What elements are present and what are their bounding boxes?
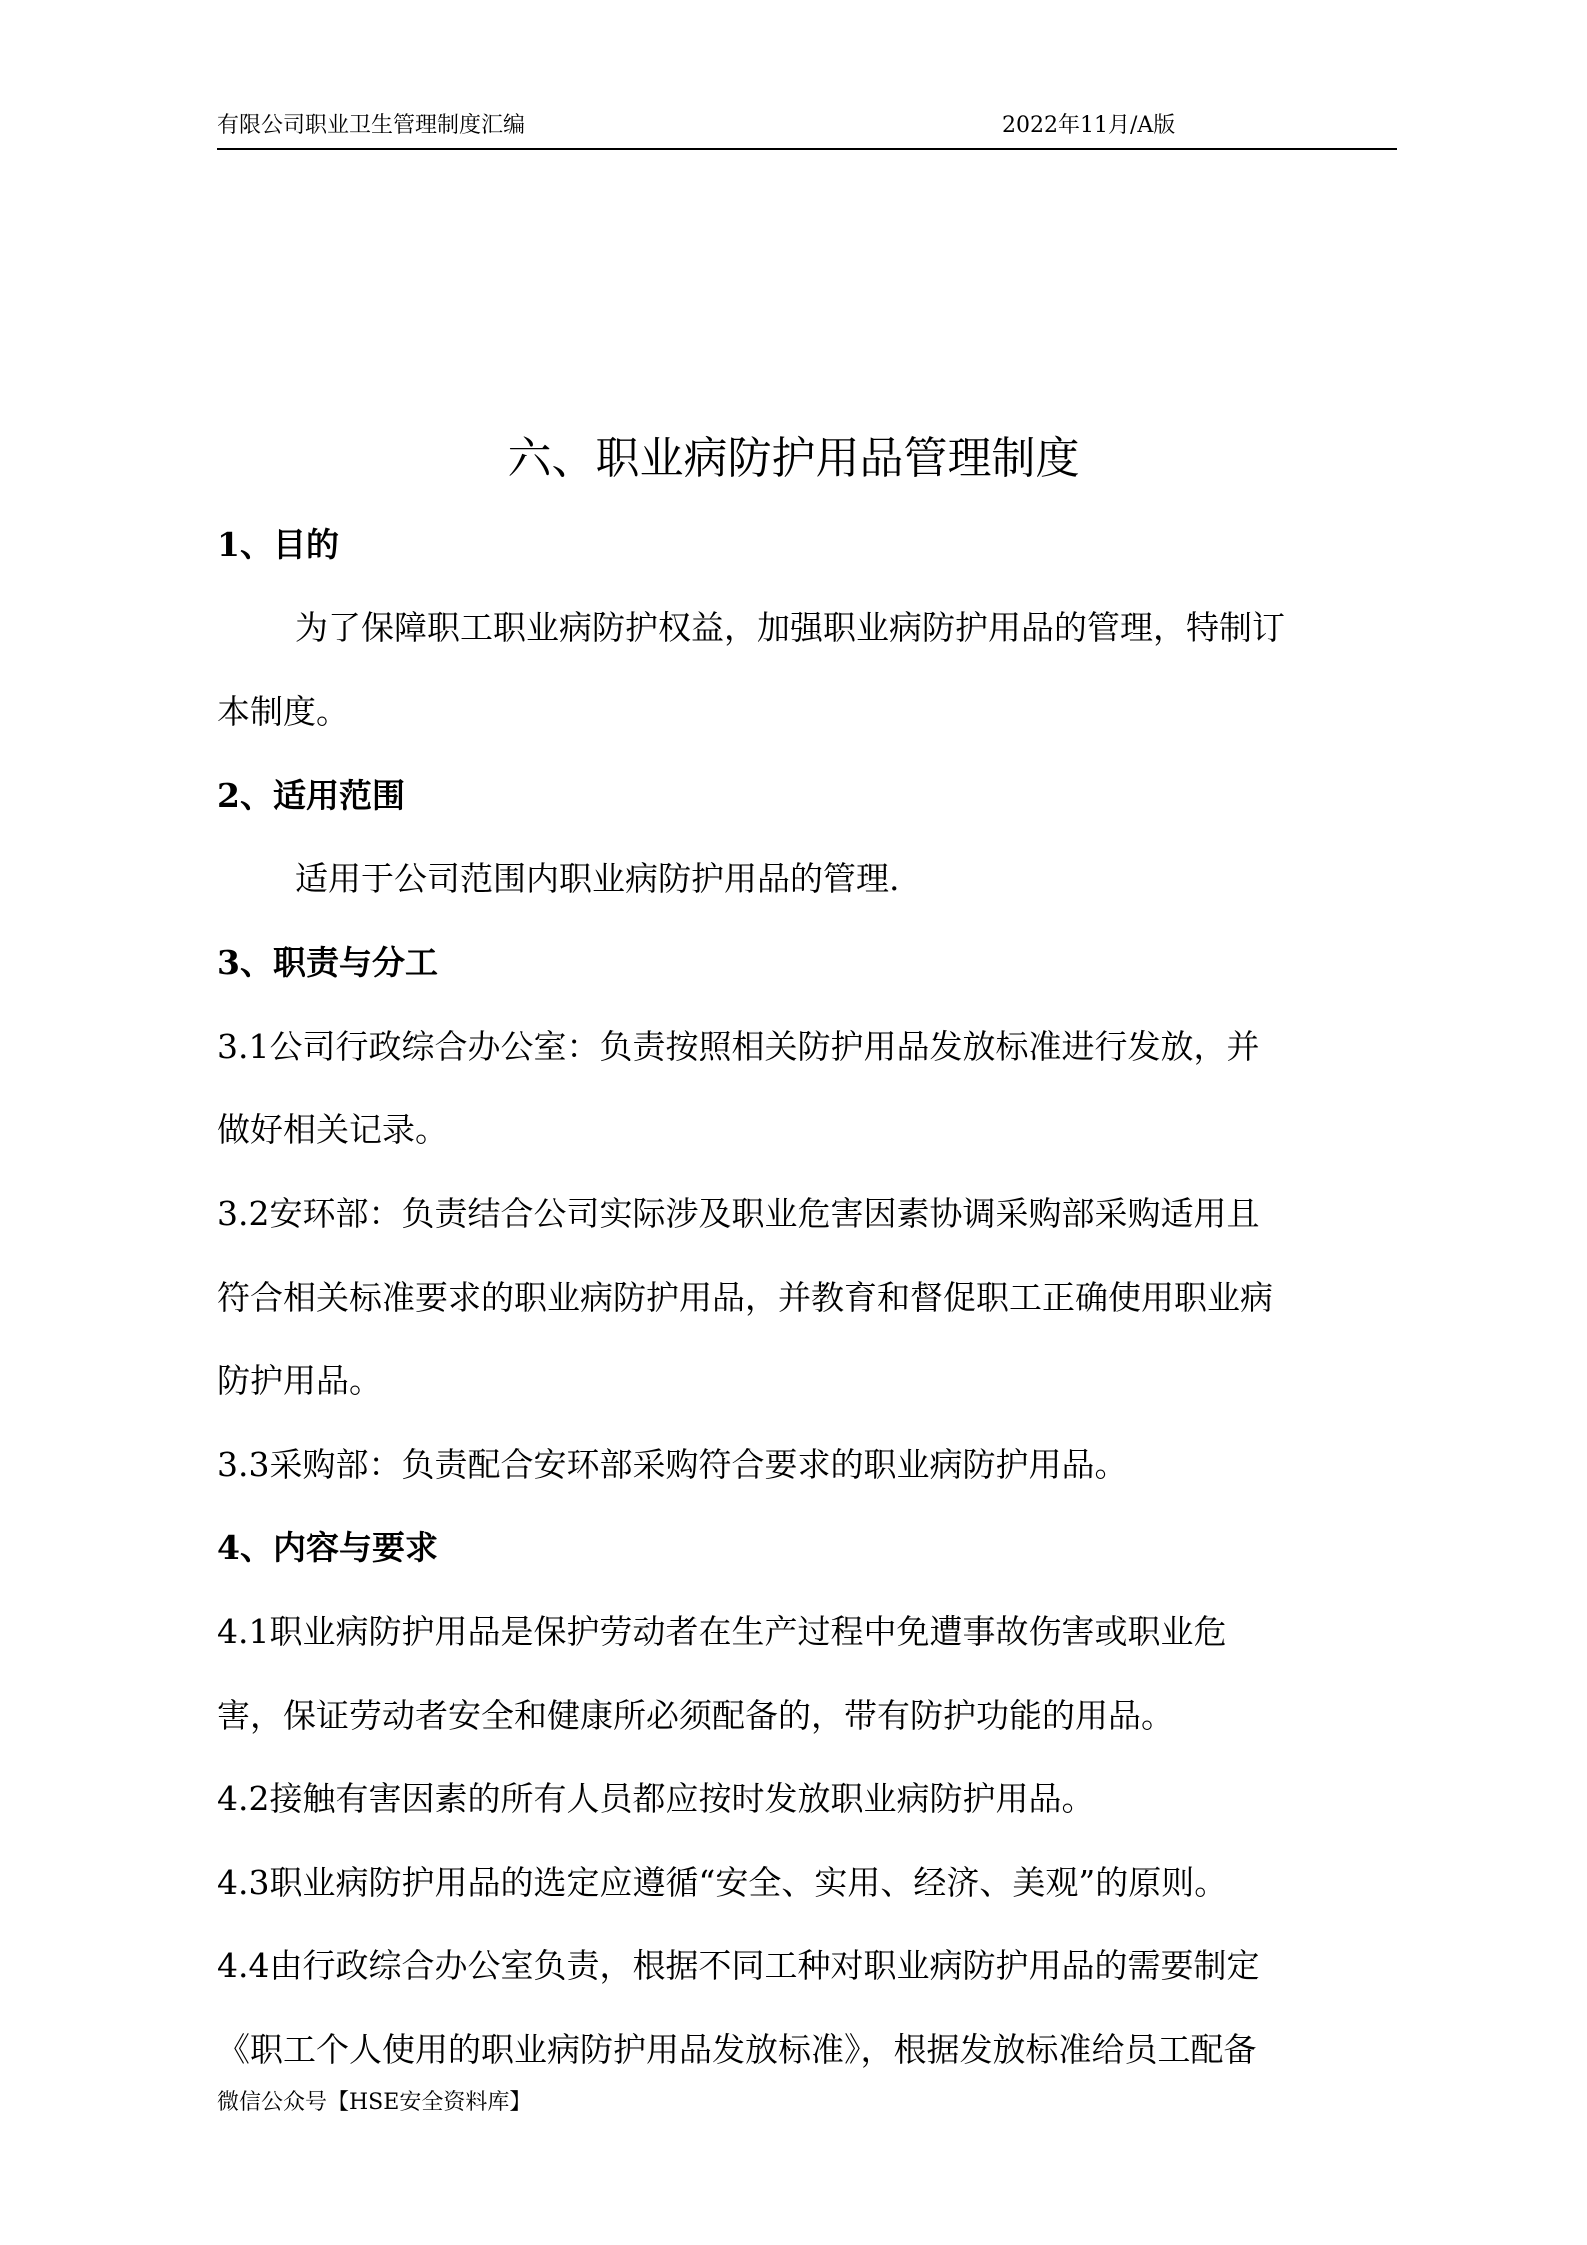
paragraph-line: 3.2安环部：负责结合公司实际涉及职业危害因素协调采购部采购适用且: [217, 1194, 1260, 1233]
paragraph-line: 4.3职业病防护用品的选定应遵循“安全、实用、经济、美观”的原则。: [217, 1863, 1228, 1902]
paragraph-line: 4.4由行政综合办公室负责，根据不同工种对职业病防护用品的需要制定: [217, 1946, 1260, 1985]
section-heading-duties: 3、职责与分工: [217, 943, 438, 982]
page-header: [217, 112, 1397, 150]
paragraph-line: 防护用品。: [217, 1361, 382, 1400]
paragraph-line: 4.1职业病防护用品是保护劳动者在生产过程中免遭事故伤害或职业危: [217, 1612, 1227, 1651]
section-heading-scope: 2、适用范围: [217, 776, 405, 815]
document-title: 六、职业病防护用品管理制度: [507, 433, 1080, 484]
paragraph-line: 本制度。: [217, 692, 349, 731]
paragraph-line: 4.2接触有害因素的所有人员都应按时发放职业病防护用品。: [217, 1779, 1095, 1818]
header-document-title: 有限公司职业卫生管理制度汇编: [217, 113, 526, 138]
page-footer: 微信公众号【HSE安全资料库】: [217, 2090, 532, 2115]
paragraph-line: 符合相关标准要求的职业病防护用品，并教育和督促职工正确使用职业病: [217, 1278, 1273, 1317]
section-heading-purpose: 1、目的: [217, 525, 339, 564]
paragraph-line: 3.3采购部：负责配合安环部采购符合要求的职业病防护用品。: [217, 1445, 1128, 1484]
header-version: 2022年11月/A版: [1002, 113, 1176, 138]
paragraph-line: 适用于公司范围内职业病防护用品的管理.: [295, 859, 900, 898]
paragraph-line: 为了保障职工职业病防护权益，加强职业病防护用品的管理，特制订: [295, 608, 1285, 647]
section-heading-content: 4、内容与要求: [217, 1528, 438, 1567]
paragraph-line: 做好相关记录。: [217, 1110, 448, 1149]
paragraph-line: 3.1公司行政综合办公室：负责按照相关防护用品发放标准进行发放，并: [217, 1027, 1260, 1066]
paragraph-line: 害，保证劳动者安全和健康所必须配备的，带有防护功能的用品。: [217, 1696, 1174, 1735]
paragraph-line: 《职工个人使用的职业病防护用品发放标准》，根据发放标准给员工配备: [217, 2030, 1257, 2069]
